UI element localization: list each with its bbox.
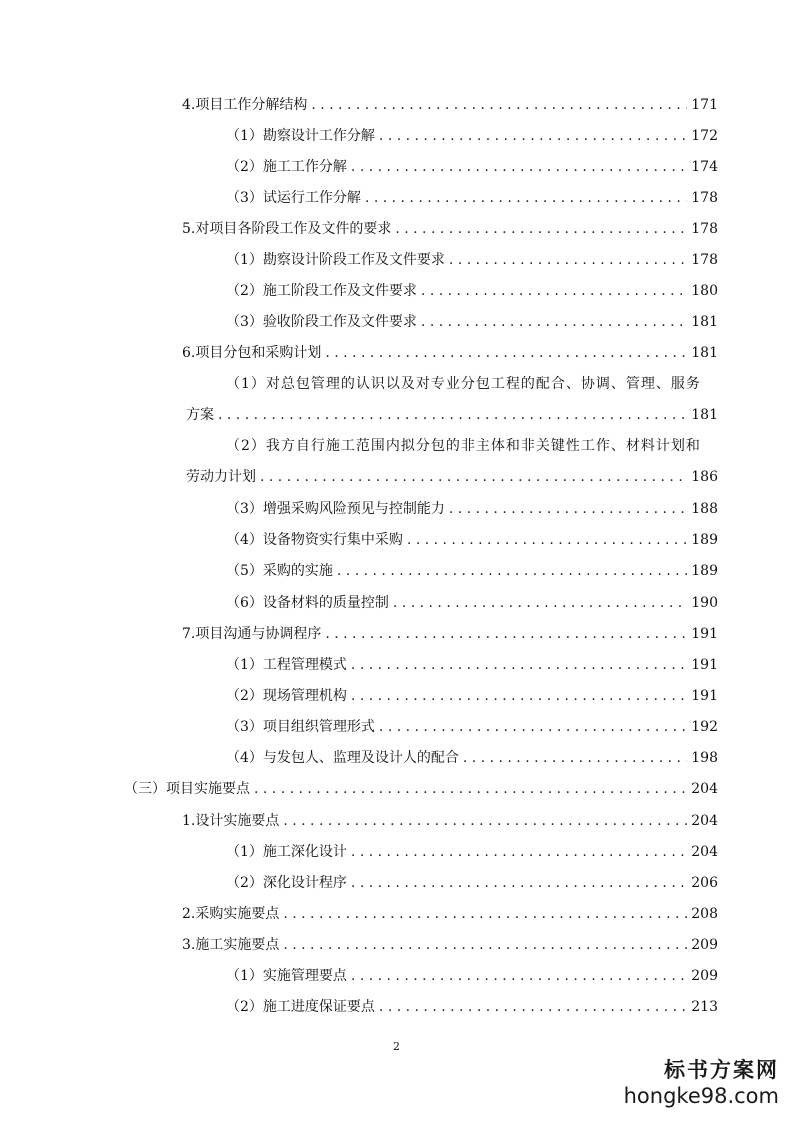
dot-leader xyxy=(351,870,687,896)
toc-entry[interactable] xyxy=(0,870,793,896)
toc-entry[interactable] xyxy=(0,464,793,490)
watermark-name: 标书方案网 xyxy=(664,1057,779,1082)
toc-entry[interactable] xyxy=(0,309,793,335)
dot-leader xyxy=(254,776,687,802)
toc-entry-title: （1）勘察设计阶段工作及文件要求 xyxy=(226,252,445,268)
dot-leader xyxy=(311,92,687,118)
dot-leader xyxy=(283,901,687,927)
toc-entry-title: （3）项目组织管理形式 xyxy=(226,719,375,735)
toc-entry-title: 2.采购实施要点 xyxy=(182,906,280,922)
toc-entry[interactable] xyxy=(0,963,793,989)
page-number: 2 xyxy=(393,1040,400,1053)
toc-entry-title: 5.对项目各阶段工作及文件的要求 xyxy=(182,221,392,237)
toc-page-number: 213 xyxy=(691,999,718,1015)
toc-entry[interactable] xyxy=(0,402,793,428)
dot-leader xyxy=(449,496,687,522)
toc-entry[interactable] xyxy=(0,278,793,304)
toc-entry[interactable] xyxy=(0,621,793,647)
toc-entry-title: （2）施工阶段工作及文件要求 xyxy=(226,283,417,299)
dot-leader xyxy=(351,839,687,865)
toc-page-number: 178 xyxy=(691,221,718,237)
toc-page-number: 204 xyxy=(691,844,718,860)
toc-entry-title: （6）设备材料的质量控制 xyxy=(226,595,389,611)
dot-leader xyxy=(365,185,687,211)
toc-page-number: 191 xyxy=(691,626,718,642)
dot-leader xyxy=(421,278,687,304)
toc-entry-title: 劳动力计划 xyxy=(186,469,256,485)
toc-page-number: 191 xyxy=(691,688,718,704)
dot-leader xyxy=(421,309,687,335)
toc-entry[interactable] xyxy=(0,714,793,740)
dot-leader xyxy=(283,808,687,834)
toc-page-number: 198 xyxy=(691,750,718,766)
toc-entry-title: （4）与发包人、监理及设计人的配合 xyxy=(226,750,459,766)
toc-entry[interactable] xyxy=(0,123,793,149)
toc-entry-title: （2）现场管理机构 xyxy=(226,688,347,704)
toc-page-number: 190 xyxy=(691,595,718,611)
toc-page-number: 181 xyxy=(691,407,718,423)
toc-entry-title: （1）工程管理模式 xyxy=(226,657,347,673)
dot-leader xyxy=(351,683,687,709)
watermark xyxy=(624,1054,779,1108)
dot-leader xyxy=(449,247,687,273)
toc-entry[interactable] xyxy=(0,901,793,927)
toc-page-number: 204 xyxy=(691,781,718,797)
toc-page-number: 208 xyxy=(691,906,718,922)
dot-leader xyxy=(379,714,687,740)
toc-page-number: 171 xyxy=(691,97,718,113)
toc-entry[interactable] xyxy=(0,839,793,865)
dot-leader xyxy=(395,216,687,242)
toc-entry[interactable] xyxy=(0,527,793,553)
dot-leader xyxy=(351,154,687,180)
toc-entry-wrapped-line[interactable] xyxy=(0,433,793,459)
toc-page-number: 181 xyxy=(691,314,718,330)
toc-entry[interactable] xyxy=(0,808,793,834)
toc-page-number: 192 xyxy=(691,719,718,735)
toc-entry-title: （1）施工深化设计 xyxy=(226,844,347,860)
toc-page-number: 209 xyxy=(691,968,718,984)
toc-entry-title: （1）实施管理要点 xyxy=(226,968,347,984)
dot-leader xyxy=(407,527,687,553)
toc-entry[interactable] xyxy=(0,92,793,118)
toc-entry-title: 4.项目工作分解结构 xyxy=(182,97,308,113)
toc-entry[interactable] xyxy=(0,496,793,522)
toc-entry[interactable] xyxy=(0,216,793,242)
toc-entry[interactable] xyxy=(0,652,793,678)
toc-entry-title: 7.项目沟通与协调程序 xyxy=(182,626,322,642)
toc-entry-title: （1）对总包管理的认识以及对专业分包工程的配合、协调、管理、服务 xyxy=(226,376,701,392)
toc-entry[interactable] xyxy=(0,776,793,802)
toc-entry-title: 1.设计实施要点 xyxy=(182,813,280,829)
toc-entry-title: （4）设备物资实行集中采购 xyxy=(226,532,403,548)
toc-entry[interactable] xyxy=(0,558,793,584)
toc-page-number: 206 xyxy=(691,875,718,891)
toc-entry-title: （2）施工进度保证要点 xyxy=(226,999,375,1015)
toc-page-number: 209 xyxy=(691,937,718,953)
toc-entry-title: （2）我方自行施工范围内拟分包的非主体和非关键性工作、材料计划和 xyxy=(226,438,701,454)
toc-entry[interactable] xyxy=(0,154,793,180)
dot-leader xyxy=(379,123,687,149)
toc-entry-title: 方案 xyxy=(186,407,214,423)
toc-page-number: 178 xyxy=(691,190,718,206)
toc-page-number: 188 xyxy=(691,501,718,517)
watermark-url: hongke98.com xyxy=(623,1084,779,1108)
toc-entry[interactable] xyxy=(0,340,793,366)
toc-entry-title: （2）深化设计程序 xyxy=(226,875,347,891)
toc-page-number: 189 xyxy=(691,563,718,579)
toc-entry-title: （1）勘察设计工作分解 xyxy=(226,128,375,144)
toc-page-number: 204 xyxy=(691,813,718,829)
toc-entry[interactable] xyxy=(0,185,793,211)
toc-page-number: 189 xyxy=(691,532,718,548)
dot-leader xyxy=(463,745,687,771)
dot-leader xyxy=(218,402,687,428)
dot-leader xyxy=(325,340,687,366)
toc-entry-title: （3）验收阶段工作及文件要求 xyxy=(226,314,417,330)
toc-page-number: 178 xyxy=(691,252,718,268)
toc-entry-title: （3）增强采购风险预见与控制能力 xyxy=(226,501,445,517)
toc-entry[interactable] xyxy=(0,247,793,273)
dot-leader xyxy=(283,932,687,958)
toc-page-number: 172 xyxy=(691,128,718,144)
dot-leader xyxy=(260,464,687,490)
toc-entry[interactable] xyxy=(0,932,793,958)
toc-entry[interactable] xyxy=(0,994,793,1020)
toc-entry-title: 3.施工实施要点 xyxy=(182,937,280,953)
toc-entry[interactable] xyxy=(0,683,793,709)
toc-entry-title: （2）施工工作分解 xyxy=(226,159,347,175)
dot-leader xyxy=(337,558,687,584)
toc-entry[interactable] xyxy=(0,590,793,616)
toc-entry-title: （3）试运行工作分解 xyxy=(226,190,361,206)
toc-entry[interactable] xyxy=(0,745,793,771)
toc-page-number: 181 xyxy=(691,345,718,361)
dot-leader xyxy=(351,652,687,678)
toc-entry-wrapped-line[interactable] xyxy=(0,371,793,397)
toc-entry-title: （5）采购的实施 xyxy=(226,563,333,579)
toc-page-number: 186 xyxy=(691,469,718,485)
toc-entry-title: 6.项目分包和采购计划 xyxy=(182,345,322,361)
toc-page-number: 180 xyxy=(691,283,718,299)
dot-leader xyxy=(351,963,687,989)
dot-leader xyxy=(325,621,687,647)
dot-leader xyxy=(393,590,687,616)
toc-page-number: 174 xyxy=(691,159,718,175)
dot-leader xyxy=(379,994,687,1020)
toc-page-number: 191 xyxy=(691,657,718,673)
toc-entry-title: （三）项目实施要点 xyxy=(124,781,250,797)
